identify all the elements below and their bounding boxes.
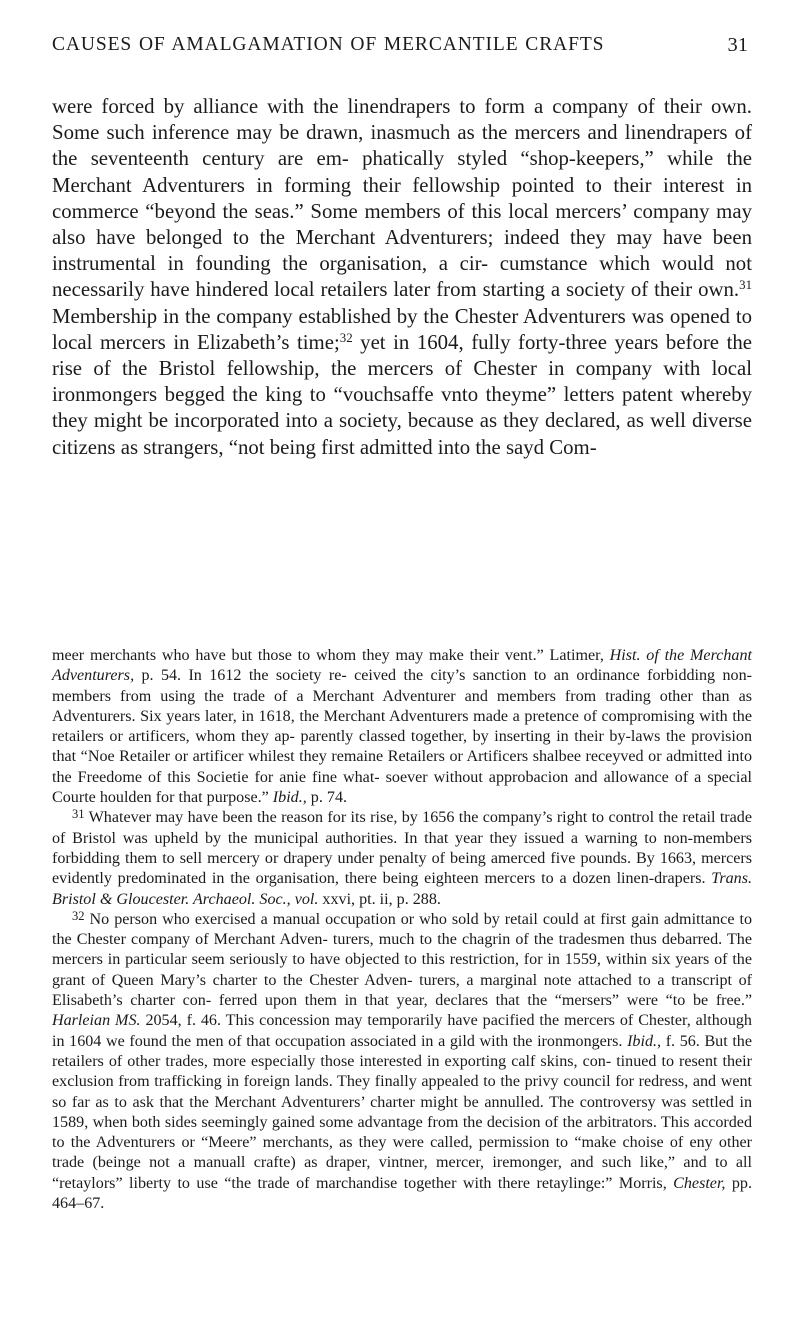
footnote-text: meer merchants who have but those to whom they may make their vent.” Latimer, xyxy=(52,647,610,664)
citation-ibid: Ibid., xyxy=(627,1032,662,1050)
footnote-continuation xyxy=(52,646,752,808)
citation-title: Harleian MS. xyxy=(52,1012,141,1030)
citation-title: Chester, xyxy=(673,1174,726,1192)
footnote-text: pp. 464–67. xyxy=(52,1174,752,1213)
footnote-31 xyxy=(52,808,752,909)
body-text-part: Membership in the company established by the Chester Adventurers was opened to local mercers in Elizabeth’s time; xyxy=(52,304,752,354)
main-text xyxy=(52,94,752,461)
citation-title: Hist. of the Merchant Adventurers, xyxy=(52,647,752,685)
page-number: 31 xyxy=(727,34,748,56)
citation-ibid: Ibid., xyxy=(272,789,307,807)
footnote-number: 31 xyxy=(72,807,85,822)
footnote-text: 2054, f. 46. This concession may temporarily have pacified the mercers of Chester, although in 1604 we found the men of that occupation associated in a gild with the ironmongers. xyxy=(52,1012,752,1050)
body-text-part: yet in 1604, fully forty-three years before the rise of the Bristol fellowship, the mercers of Chester in company with local ironmongers begged the king to “vouchsaffe vnto theyme” letters patent whereby they might be incorporated into a society, because as they declared, as well diverse citizens as strangers, “not being first admitted into the sayd Com- xyxy=(52,330,752,459)
footnote-text: f. 56. But the retailers of other trades, more especially those interested in exporting calf skins, con- tinued to resent their exclusion from trafficking in foreign lands. They finally appealed to the privy council for redress, and went so far as to ask that the Merchant Adventurers’ charter might be annulled. The controversy was settled in 1589, when both sides seemingly gained some advantage from the decision of the arbitrators. This accorded to the Adventurers or “Meere” merchants, as they were called, permission to “make choise of eny other trade (beinge not a manuall crafte) as draper, vintner, mercer, iremonger, and such like,” and to all “retaylors” liberty to use “the trade of marchandise together with there retaylinge:” Morris, xyxy=(52,1032,752,1192)
citation-title: Trans. Bristol & Gloucester. Archaeol. Soc., vol. xyxy=(52,870,752,908)
footnote-text: Whatever may have been the reason for its rise, by 1656 the company’s right to control the retail trade of Bristol was upheld by the municipal authorities. In that year they issued a warning to non-members forbidding them to sell mercery or drapery under penalty of being amerced five pounds. By 1663, mercers evidently predominated in the organisation, there being eighteen mercers to a dozen linen-drapers. xyxy=(52,809,752,888)
body-text-part: were forced by alliance with the linendrapers to form a company of their own. Some such inference may be drawn, inasmuch as the mercers and linendrapers of the seventeenth century are em- phatically styled “shop-keepers,” while the Merchant Adventurers in forming their fellowship pointed to their interest in commerce “beyond the seas.” Some members of this local mercers’ company may also have belonged to the Merchant Adventurers; indeed they may have been instrumental in founding the organisation, a cir- cumstance which would not necessarily have hindered local retailers later from starting a society of their own. xyxy=(52,95,752,302)
footnote-text: No person who exercised a manual occupation or who sold by retail could at first gain admittance to the Chester company of Merchant Adven- turers, much to the chagrin of the tradesmen thus debarred. The mercers in particular seem seriously to have objected to this restriction, for in 1559, within six years of the grant of Queen Mary’s charter to the Chester Adven- turers, a marginal note attached to a transcript of Elisabeth’s charter con- ferred upon them in that year, declares that the “mersers” were “to be free.” xyxy=(52,910,752,1010)
footnote-ref-31: 31 xyxy=(739,278,752,293)
footnote-number: 32 xyxy=(72,909,85,924)
footnote-text: p. 74. xyxy=(306,789,348,807)
body-paragraph xyxy=(52,94,752,461)
footnote-text: xxvi, pt. ii, p. 288. xyxy=(318,890,441,908)
running-head: CAUSES OF AMALGAMATION OF MERCANTILE CRAFTS xyxy=(52,34,605,55)
footnotes xyxy=(52,646,752,1214)
footnote-ref-32: 32 xyxy=(339,330,353,345)
footnote-32 xyxy=(52,910,752,1214)
page-header xyxy=(52,28,748,68)
footnote-text: p. 54. In 1612 the society re- ceived the city’s sanction to an ordinance forbidding non-members from using the trade of a Merchant Adventurer and members from trading other than as Adventurers. Six years later, in 1618, the Merchant Adventurers made a pretence of compromising with the retailers or artificers, whom they ap- parently classed together, by inserting in their by-laws the provision that “Noe Retailer or artificer whilest they remaine Retailers or Artificers shalbee receyved or admitted into the Freedome of this Societie for anie fine what- soever without approbacion and allowance of a special Courte houlden for that purpose.” xyxy=(52,667,752,807)
